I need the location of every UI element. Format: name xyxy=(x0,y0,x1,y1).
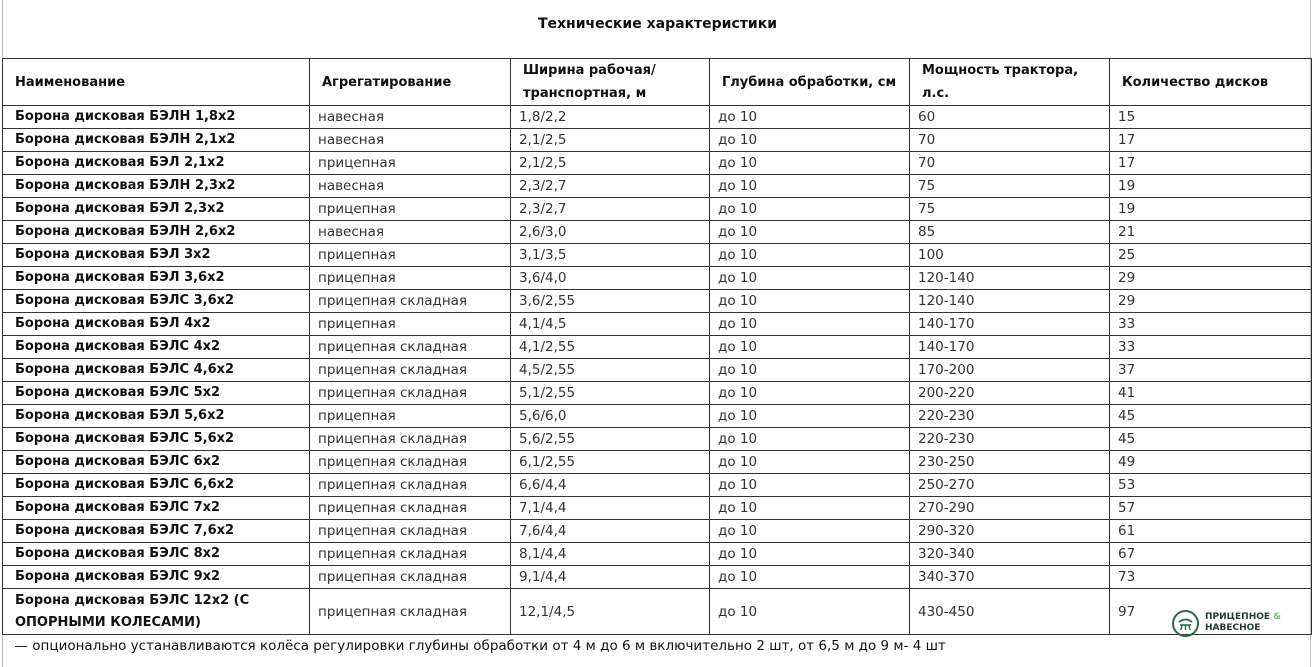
cell-disc-count: 29 xyxy=(1110,267,1312,290)
cell-depth: до 10 xyxy=(710,290,910,313)
cell-width: 3,1/3,5 xyxy=(511,244,710,267)
cell-name: Борона дисковая БЭЛС 3,6х2 xyxy=(3,290,310,313)
cell-name: Борона дисковая БЭЛ 3,6х2 xyxy=(3,267,310,290)
cell-tractor-power: 200-220 xyxy=(910,382,1110,405)
table-row xyxy=(3,267,1312,290)
cell-depth: до 10 xyxy=(710,405,910,428)
cell-depth: до 10 xyxy=(710,244,910,267)
cell-name: Борона дисковая БЭЛН 2,1х2 xyxy=(3,129,310,152)
cell-name: Борона дисковая БЭЛС 7,6х2 xyxy=(3,520,310,543)
cell-hitch-type: прицепная xyxy=(310,244,511,267)
page-title: Технические характеристики xyxy=(537,16,778,32)
cell-disc-count: 37 xyxy=(1110,359,1312,382)
cell-name: Борона дисковая БЭЛ 2,1х2 xyxy=(3,152,310,175)
cell-hitch-type: прицепная xyxy=(310,313,511,336)
cell-disc-count: 97 xyxy=(1110,589,1312,635)
cell-name: Борона дисковая БЭЛ 2,3х2 xyxy=(3,198,310,221)
cell-disc-count: 33 xyxy=(1110,336,1312,359)
cell-width: 12,1/4,5 xyxy=(511,589,710,635)
cell-width: 7,1/4,4 xyxy=(511,497,710,520)
cell-depth: до 10 xyxy=(710,566,910,589)
column-header: Глубина обработки, см xyxy=(710,59,910,106)
cell-width: 8,1/4,4 xyxy=(511,543,710,566)
brand-name xyxy=(1205,612,1281,634)
cell-depth: до 10 xyxy=(710,382,910,405)
table-row xyxy=(3,290,1312,313)
cell-hitch-type: прицепная складная xyxy=(310,290,511,313)
cell-name: Борона дисковая БЭЛ 3х2 xyxy=(3,244,310,267)
cell-disc-count: 29 xyxy=(1110,290,1312,313)
cell-disc-count: 33 xyxy=(1110,313,1312,336)
cell-hitch-type: прицепная складная xyxy=(310,566,511,589)
cell-tractor-power: 75 xyxy=(910,198,1110,221)
table-row xyxy=(3,221,1312,244)
table-row xyxy=(3,497,1312,520)
cell-tractor-power: 70 xyxy=(910,152,1110,175)
specs-table xyxy=(2,58,1312,657)
cell-hitch-type: прицепная складная xyxy=(310,382,511,405)
cell-disc-count: 41 xyxy=(1110,382,1312,405)
cell-width: 4,5/2,55 xyxy=(511,359,710,382)
cell-width: 5,6/2,55 xyxy=(511,428,710,451)
cell-hitch-type: прицепная складная xyxy=(310,451,511,474)
table-row xyxy=(3,405,1312,428)
table-row xyxy=(3,152,1312,175)
cell-width: 5,6/6,0 xyxy=(511,405,710,428)
note-row xyxy=(3,635,1312,657)
cell-hitch-type: прицепная xyxy=(310,152,511,175)
cell-disc-count: 19 xyxy=(1110,198,1312,221)
cell-depth: до 10 xyxy=(710,474,910,497)
cell-depth: до 10 xyxy=(710,520,910,543)
cell-depth: до 10 xyxy=(710,175,910,198)
cell-width: 2,1/2,5 xyxy=(511,129,710,152)
cell-depth: до 10 xyxy=(710,221,910,244)
cell-hitch-type: прицепная складная xyxy=(310,359,511,382)
cell-tractor-power: 320-340 xyxy=(910,543,1110,566)
cell-disc-count: 17 xyxy=(1110,152,1312,175)
column-header: Количество дисков xyxy=(1110,59,1312,106)
cell-tractor-power: 270-290 xyxy=(910,497,1110,520)
cell-name: Борона дисковая БЭЛС 4х2 xyxy=(3,336,310,359)
cell-width: 3,6/4,0 xyxy=(511,267,710,290)
table-row xyxy=(3,129,1312,152)
table-row xyxy=(3,520,1312,543)
cell-depth: до 10 xyxy=(710,198,910,221)
cell-width: 3,6/2,55 xyxy=(511,290,710,313)
table-row xyxy=(3,106,1312,129)
cell-width: 2,3/2,7 xyxy=(511,175,710,198)
cell-tractor-power: 140-170 xyxy=(910,336,1110,359)
table-row xyxy=(3,589,1312,635)
column-header: Наименование xyxy=(3,59,310,106)
cell-disc-count: 53 xyxy=(1110,474,1312,497)
cell-disc-count: 19 xyxy=(1110,175,1312,198)
cell-disc-count: 67 xyxy=(1110,543,1312,566)
table-row xyxy=(3,566,1312,589)
table-row xyxy=(3,244,1312,267)
cell-name: Борона дисковая БЭЛС 5,6х2 xyxy=(3,428,310,451)
cell-hitch-type: прицепная складная xyxy=(310,497,511,520)
cell-depth: до 10 xyxy=(710,313,910,336)
cell-width: 2,1/2,5 xyxy=(511,152,710,175)
table-row xyxy=(3,474,1312,497)
cell-name: Борона дисковая БЭЛН 2,3х2 xyxy=(3,175,310,198)
cell-hitch-type: навесная xyxy=(310,106,511,129)
cell-tractor-power: 220-230 xyxy=(910,428,1110,451)
cell-tractor-power: 430-450 xyxy=(910,589,1110,635)
brand-line-2: НАВЕСНОЕ xyxy=(1205,623,1261,633)
cell-width: 9,1/4,4 xyxy=(511,566,710,589)
cell-disc-count: 15 xyxy=(1110,106,1312,129)
cell-name: Борона дисковая БЭЛС 8х2 xyxy=(3,543,310,566)
cell-name: Борона дисковая БЭЛС 12х2 (С ОПОРНЫМИ КОЛЕСАМИ) xyxy=(3,589,310,635)
cell-disc-count: 49 xyxy=(1110,451,1312,474)
cell-tractor-power: 340-370 xyxy=(910,566,1110,589)
cell-disc-count: 21 xyxy=(1110,221,1312,244)
cell-depth: до 10 xyxy=(710,267,910,290)
table-row xyxy=(3,428,1312,451)
table-row xyxy=(3,359,1312,382)
cell-tractor-power: 120-140 xyxy=(910,290,1110,313)
table-row xyxy=(3,198,1312,221)
cell-name: Борона дисковая БЭЛС 6,6х2 xyxy=(3,474,310,497)
cell-name: Борона дисковая БЭЛН 1,8х2 xyxy=(3,106,310,129)
cell-width: 5,1/2,55 xyxy=(511,382,710,405)
cell-hitch-type: прицепная складная xyxy=(310,428,511,451)
brand-logo xyxy=(1172,608,1292,638)
table-row xyxy=(3,313,1312,336)
cell-width: 2,6/3,0 xyxy=(511,221,710,244)
column-header: Ширина рабочая/ транспортная, м xyxy=(511,59,710,106)
field-rows-icon xyxy=(1172,610,1199,637)
cell-tractor-power: 290-320 xyxy=(910,520,1110,543)
cell-width: 4,1/4,5 xyxy=(511,313,710,336)
cell-name: Борона дисковая БЭЛС 7х2 xyxy=(3,497,310,520)
cell-disc-count: 61 xyxy=(1110,520,1312,543)
cell-disc-count: 45 xyxy=(1110,405,1312,428)
cell-depth: до 10 xyxy=(710,543,910,566)
cell-depth: до 10 xyxy=(710,106,910,129)
cell-hitch-type: прицепная складная xyxy=(310,336,511,359)
cell-disc-count: 45 xyxy=(1110,428,1312,451)
footnote: — опционально устанавливаются колёса регулировки глубины обработки от 4 м до 6 м включительно 2 шт, от 6,5 м до 9 м- 4 шт xyxy=(3,635,1312,657)
table-row xyxy=(3,175,1312,198)
cell-disc-count: 73 xyxy=(1110,566,1312,589)
cell-depth: до 10 xyxy=(710,336,910,359)
cell-depth: до 10 xyxy=(710,129,910,152)
cell-hitch-type: прицепная складная xyxy=(310,589,511,635)
cell-width: 7,6/4,4 xyxy=(511,520,710,543)
cell-name: Борона дисковая БЭЛ 5,6х2 xyxy=(3,405,310,428)
cell-name: Борона дисковая БЭЛС 4,6х2 xyxy=(3,359,310,382)
cell-hitch-type: прицепная складная xyxy=(310,520,511,543)
cell-tractor-power: 60 xyxy=(910,106,1110,129)
cell-depth: до 10 xyxy=(710,497,910,520)
cell-width: 2,3/2,7 xyxy=(511,198,710,221)
table-header-row xyxy=(3,59,1312,106)
cell-tractor-power: 120-140 xyxy=(910,267,1110,290)
cell-disc-count: 25 xyxy=(1110,244,1312,267)
brand-line-1: ПРИЦЕПНОЕ xyxy=(1205,612,1271,622)
cell-tractor-power: 85 xyxy=(910,221,1110,244)
cell-depth: до 10 xyxy=(710,152,910,175)
cell-tractor-power: 140-170 xyxy=(910,313,1110,336)
cell-hitch-type: прицепная xyxy=(310,267,511,290)
cell-tractor-power: 170-200 xyxy=(910,359,1110,382)
table-row xyxy=(3,451,1312,474)
cell-tractor-power: 230-250 xyxy=(910,451,1110,474)
cell-width: 1,8/2,2 xyxy=(511,106,710,129)
cell-width: 4,1/2,55 xyxy=(511,336,710,359)
cell-tractor-power: 70 xyxy=(910,129,1110,152)
cell-disc-count: 17 xyxy=(1110,129,1312,152)
cell-depth: до 10 xyxy=(710,428,910,451)
cell-hitch-type: прицепная складная xyxy=(310,543,511,566)
cell-depth: до 10 xyxy=(710,451,910,474)
cell-width: 6,6/4,4 xyxy=(511,474,710,497)
table-row xyxy=(3,336,1312,359)
table-row xyxy=(3,382,1312,405)
brand-ampersand: & xyxy=(1273,612,1282,622)
cell-name: Борона дисковая БЭЛС 9х2 xyxy=(3,566,310,589)
cell-name: Борона дисковая БЭЛ 4х2 xyxy=(3,313,310,336)
column-header: Агрегатирование xyxy=(310,59,511,106)
cell-hitch-type: навесная xyxy=(310,129,511,152)
cell-depth: до 10 xyxy=(710,359,910,382)
cell-hitch-type: прицепная складная xyxy=(310,474,511,497)
cell-tractor-power: 75 xyxy=(910,175,1110,198)
column-header: Мощность трактора, л.с. xyxy=(910,59,1110,106)
cell-name: Борона дисковая БЭЛС 6х2 xyxy=(3,451,310,474)
cell-name: Борона дисковая БЭЛН 2,6х2 xyxy=(3,221,310,244)
cell-tractor-power: 220-230 xyxy=(910,405,1110,428)
cell-disc-count: 57 xyxy=(1110,497,1312,520)
cell-hitch-type: навесная xyxy=(310,175,511,198)
cell-name: Борона дисковая БЭЛС 5х2 xyxy=(3,382,310,405)
cell-width: 6,1/2,55 xyxy=(511,451,710,474)
table-row xyxy=(3,543,1312,566)
cell-hitch-type: прицепная xyxy=(310,405,511,428)
cell-hitch-type: навесная xyxy=(310,221,511,244)
cell-tractor-power: 100 xyxy=(910,244,1110,267)
cell-hitch-type: прицепная xyxy=(310,198,511,221)
cell-tractor-power: 250-270 xyxy=(910,474,1110,497)
cell-depth: до 10 xyxy=(710,589,910,635)
